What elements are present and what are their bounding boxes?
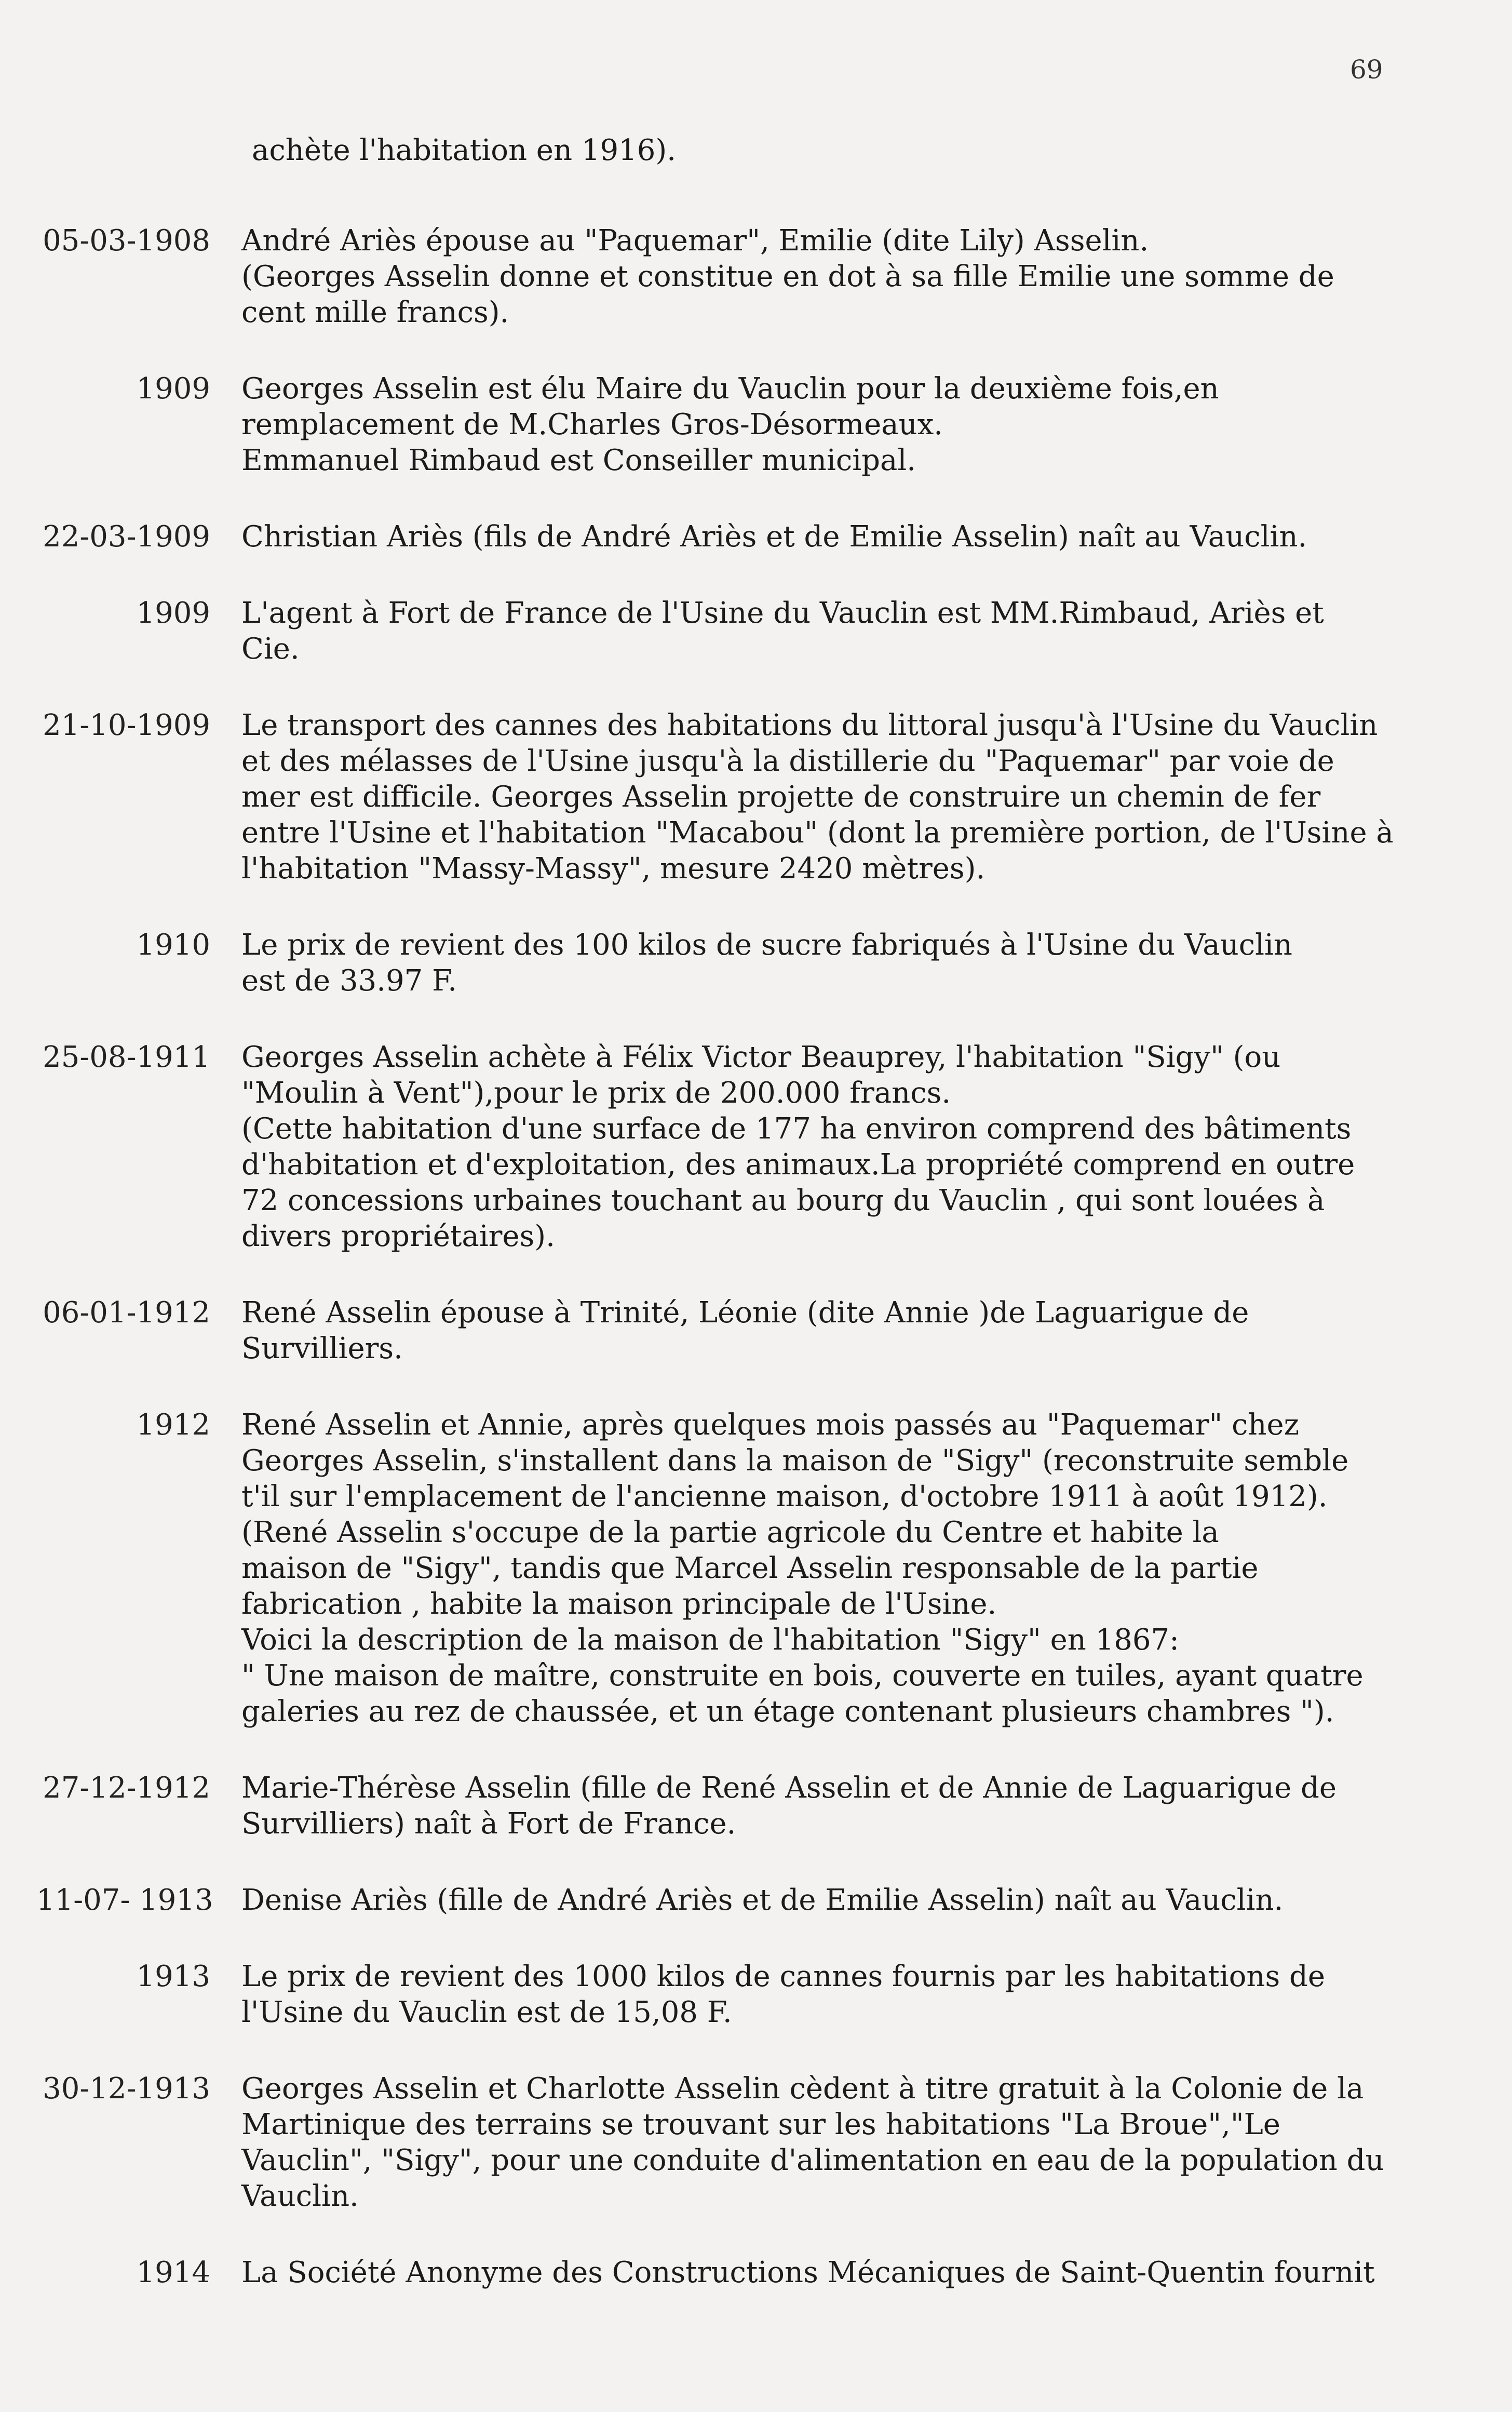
entry-text-line: fabrication , habite la maison principale de l'Usine. [241, 1587, 997, 1621]
entry-text-line: Survilliers. [241, 1332, 403, 1365]
chronology-entry [36, 519, 1407, 555]
entry-date: 1909 [136, 596, 210, 630]
entry-date: 21-10-1909 [43, 708, 210, 742]
entry-text [241, 1882, 1407, 1918]
entry-text [241, 223, 1407, 330]
entry-text [241, 1959, 1407, 2030]
entry-text-line: entre l'Usine et l'habitation "Macabou" (dont la première portion, de l'Usine à [241, 816, 1394, 850]
chronology-entry [36, 1039, 1407, 1254]
entry-date: 25-08-1911 [43, 1040, 210, 1074]
entry-date: 1910 [136, 928, 210, 962]
chronology-entry [36, 1770, 1407, 1842]
entry-text-line: Voici la description de la maison de l'habitation "Sigy" en 1867: [241, 1623, 1179, 1657]
entry-text-line: 72 concessions urbaines touchant au bourg du Vauclin , qui sont louées à [241, 1184, 1325, 1217]
entry-text-line: La Société Anonyme des Constructions Mécaniques de Saint-Quentin fournit [241, 2256, 1375, 2289]
entry-container [36, 223, 1407, 2290]
entry-date: 11-07- 1913 [36, 1883, 213, 1917]
entry-text [241, 1295, 1407, 1366]
chronology-entry [36, 1882, 1407, 1918]
entry-text-line: Denise Ariès (fille de André Ariès et de Emilie Asselin) naît au Vauclin. [241, 1883, 1284, 1917]
entry-date: 05-03-1908 [43, 224, 210, 258]
entry-text [241, 519, 1407, 555]
entry-text [241, 707, 1407, 887]
entry-text-line: mer est difficile. Georges Asselin projette de construire un chemin de fer [241, 780, 1321, 814]
entry-text-line: cent mille francs). [241, 296, 509, 329]
chronology-entry [36, 223, 1407, 330]
entry-date: 1909 [136, 372, 210, 406]
entry-text [241, 2071, 1407, 2214]
chronology-entry [36, 1959, 1407, 2030]
entry-text-line: t'il sur l'emplacement de l'ancienne maison, d'octobre 1911 à août 1912). [241, 1480, 1328, 1513]
chronology-entry [36, 1407, 1407, 1730]
entry-text-line: " Une maison de maître, construite en bois, couverte en tuiles, ayant quatre [241, 1659, 1364, 1693]
entry-text-line: Le prix de revient des 100 kilos de sucre fabriqués à l'Usine du Vauclin [241, 928, 1292, 962]
entry-text-line: Cie. [241, 632, 300, 666]
entry-text-line: Le transport des cannes des habitations du littoral jusqu'à l'Usine du Vauclin [241, 708, 1378, 742]
entry-text [241, 595, 1407, 667]
chronology-entry [36, 707, 1407, 887]
entry-text-line: Georges Asselin, s'installent dans la maison de "Sigy" (reconstruite semble [241, 1444, 1349, 1478]
entry-text-line: (Cette habitation d'une surface de 177 ha environ comprend des bâtiments [241, 1112, 1352, 1146]
entry-text-line: maison de "Sigy", tandis que Marcel Asselin responsable de la partie [241, 1551, 1259, 1585]
entry-text [241, 2255, 1407, 2290]
entry-text-line: Georges Asselin achète à Félix Victor Beauprey, l'habitation "Sigy" (ou [241, 1040, 1281, 1074]
entry-text [241, 927, 1407, 999]
entry-text-line: André Ariès épouse au "Paquemar", Emilie (dite Lily) Asselin. [241, 224, 1149, 258]
chronology-entry [36, 595, 1407, 667]
chronology-entry [36, 1295, 1407, 1366]
entry-text-line: (René Asselin s'occupe de la partie agricole du Centre et habite la [241, 1516, 1219, 1549]
entry-text-line: remplacement de M.Charles Gros-Désormeaux. [241, 408, 943, 441]
intro-line: achète l'habitation en 1916). [252, 133, 676, 167]
entry-text-line: Georges Asselin et Charlotte Asselin cèdent à titre gratuit à la Colonie de la [241, 2072, 1364, 2106]
entry-date: 06-01-1912 [43, 1296, 210, 1330]
entry-text-line: d'habitation et d'exploitation, des animaux.La propriété comprend en outre [241, 1148, 1355, 1182]
entry-text-line: Vauclin", "Sigy", pour une conduite d'alimentation en eau de la population du [241, 2143, 1384, 2177]
entry-text-line: Survilliers) naît à Fort de France. [241, 1807, 736, 1841]
entry-text-line: est de 33.97 F. [241, 964, 457, 998]
chronology-entry [36, 371, 1407, 478]
chronology-entry [36, 2071, 1407, 2214]
page-number: 69 [1350, 55, 1383, 85]
entry-text-line: Georges Asselin est élu Maire du Vauclin pour la deuxième fois,en [241, 372, 1219, 406]
entry-text-line: Marie-Thérèse Asselin (fille de René Asselin et de Annie de Laguarigue de [241, 1771, 1337, 1805]
entry-date: 22-03-1909 [43, 520, 210, 554]
entry-text-line: l'habitation "Massy-Massy", mesure 2420 mètres). [241, 852, 986, 886]
entry-date: 1914 [136, 2256, 210, 2289]
entry-text-line: Le prix de revient des 1000 kilos de cannes fournis par les habitations de [241, 1960, 1326, 1993]
entry-text-line: Vauclin. [241, 2179, 359, 2213]
entry-text-line: l'Usine du Vauclin est de 15,08 F. [241, 1995, 732, 2029]
chronology-entry [36, 2255, 1407, 2290]
entry-text-line: "Moulin à Vent"),pour le prix de 200.000 francs. [241, 1076, 951, 1110]
entry-text-line: et des mélasses de l'Usine jusqu'à la distillerie du "Paquemar" par voie de [241, 744, 1334, 778]
entry-date: 1912 [136, 1408, 210, 1442]
entry-text [241, 1039, 1407, 1254]
entry-text [241, 1770, 1407, 1842]
chronology-list [36, 132, 1407, 2331]
entry-text-line: Martinique des terrains se trouvant sur les habitations "La Broue","Le [241, 2108, 1280, 2141]
entry-text-line: Emmanuel Rimbaud est Conseiller municipal. [241, 444, 916, 477]
entry-text-line: René Asselin épouse à Trinité, Léonie (dite Annie )de Laguarigue de [241, 1296, 1249, 1330]
entry-text-line: Christian Ariès (fils de André Ariès et de Emilie Asselin) naît au Vauclin. [241, 520, 1307, 554]
entry-date: 27-12-1912 [43, 1771, 210, 1805]
entry-text-line: divers propriétaires). [241, 1220, 555, 1253]
entry-date: 1913 [136, 1960, 210, 1993]
entry-date: 30-12-1913 [43, 2072, 210, 2106]
chronology-entry [36, 927, 1407, 999]
entry-text-line: (Georges Asselin donne et constitue en dot à sa fille Emilie une somme de [241, 260, 1334, 293]
entry-text [241, 1407, 1407, 1730]
entry-text-line: galeries au rez de chaussée, et un étage contenant plusieurs chambres "). [241, 1695, 1334, 1728]
entry-text-line: René Asselin et Annie, après quelques mois passés au "Paquemar" chez [241, 1408, 1300, 1442]
entry-text-line: L'agent à Fort de France de l'Usine du Vauclin est MM.Rimbaud, Ariès et [241, 596, 1324, 630]
entry-text [241, 371, 1407, 478]
